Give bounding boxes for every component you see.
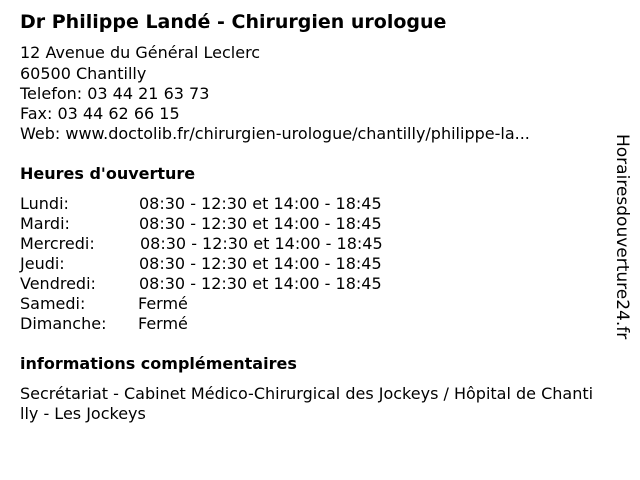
- day-label: Lundi:: [20, 194, 69, 213]
- time-value: 08:30 - 12:30 et 14:00 - 18:45: [139, 194, 382, 213]
- hours-heading: Heures d'ouverture: [20, 164, 196, 183]
- day-label: Mercredi:: [20, 234, 95, 253]
- time-value: 08:30 - 12:30 et 14:00 - 18:45: [140, 234, 383, 253]
- address-street: 12 Avenue du Général Leclerc: [20, 43, 261, 62]
- address-city: 60500 Chantilly: [20, 64, 147, 83]
- extra-info-heading: informations complémentaires: [20, 354, 297, 373]
- day-label: Jeudi:: [20, 254, 65, 273]
- time-value: Fermé: [138, 314, 188, 333]
- time-value: 08:30 - 12:30 et 14:00 - 18:45: [139, 274, 382, 293]
- fax-line: Fax: 03 44 62 66 15: [20, 104, 180, 123]
- time-value: 08:30 - 12:30 et 14:00 - 18:45: [139, 214, 382, 233]
- site-brand[interactable]: Horairesdouverture24.fr: [612, 134, 632, 340]
- time-value: 08:30 - 12:30 et 14:00 - 18:45: [139, 254, 382, 273]
- day-label: Samedi:: [20, 294, 86, 313]
- day-label: Vendredi:: [20, 274, 96, 293]
- phone-line: Telefon: 03 44 21 63 73: [20, 84, 210, 103]
- extra-info-text: Secrétariat - Cabinet Médico-Chirurgical des Jockeys / Hôpital de Chantilly - Les Jockeys: [20, 384, 594, 423]
- day-label: Dimanche:: [20, 314, 107, 333]
- time-value: Fermé: [138, 294, 188, 313]
- day-label: Mardi:: [20, 214, 70, 233]
- web-link[interactable]: Web: www.doctolib.fr/chirurgien-urologue/chantilly/philippe-la...: [20, 124, 530, 143]
- page-title: Dr Philippe Landé - Chirurgien urologue: [20, 11, 447, 33]
